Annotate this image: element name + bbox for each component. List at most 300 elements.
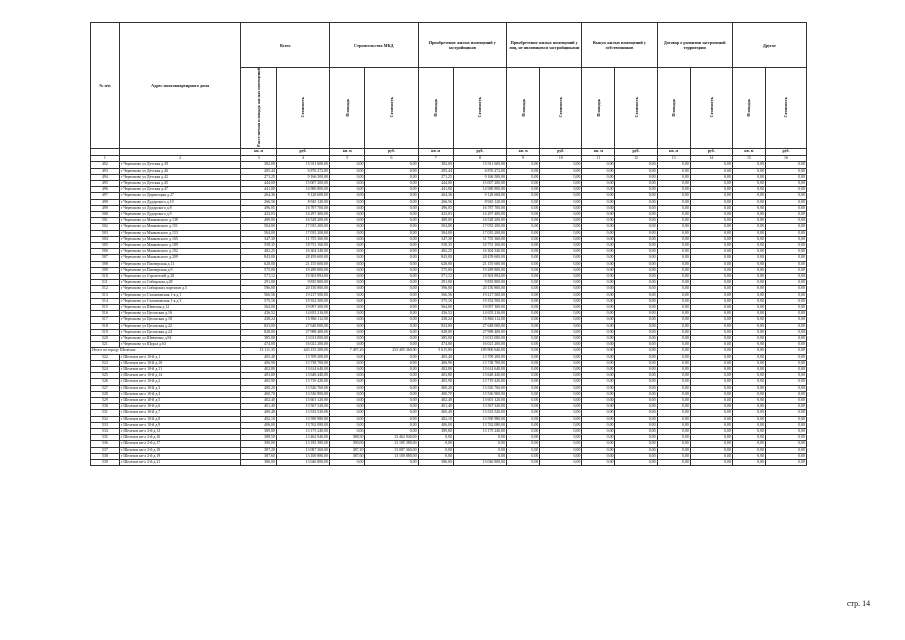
unit-cell: руб. — [276, 148, 329, 155]
value-cell: 0,00 — [330, 193, 365, 199]
value-cell: 0,00 — [657, 379, 690, 385]
value-cell: 0,00 — [330, 311, 365, 317]
value-cell: 0,00 — [690, 360, 732, 366]
address-cell: г Черемхово ул Дударского д.8 — [119, 205, 241, 211]
address-cell: г Черемхово ул Цесовская д.16 — [119, 311, 241, 317]
value-cell: 0,00 — [765, 453, 806, 459]
value-cell: 596,00 — [418, 286, 453, 292]
unit-cell: кв. м — [732, 148, 765, 155]
value-cell: 0,00 — [732, 348, 765, 354]
value-cell: 0,00 — [765, 367, 806, 373]
subheader-cost: Стоимость — [540, 68, 582, 149]
value-cell: 0,00 — [330, 236, 365, 242]
subheader-cost: Стоимость — [365, 68, 418, 149]
unit-cell: руб. — [365, 148, 418, 155]
value-cell: 0,00 — [365, 429, 418, 435]
address-cell: г Шелехов кв-л 10-й д.3 — [119, 385, 241, 391]
value-cell: 0,00 — [453, 447, 506, 453]
value-cell: 0,00 — [615, 404, 657, 410]
value-cell: 0,00 — [418, 435, 453, 441]
value-cell: 0,00 — [765, 360, 806, 366]
row-index: 512 — [91, 286, 120, 292]
value-cell: 575,00 — [418, 267, 453, 273]
value-cell: 0,00 — [507, 453, 540, 459]
value-cell: 291,00 — [241, 280, 276, 286]
value-cell: 5 615,80 — [418, 348, 453, 354]
value-cell: 438,24 — [241, 317, 276, 323]
value-cell: 0,00 — [507, 255, 540, 261]
address-cell: г Черемхово ул Щорса д.63 — [119, 342, 241, 348]
value-cell: 0,00 — [582, 447, 615, 453]
value-cell: 0,00 — [582, 398, 615, 404]
value-cell: 0,00 — [365, 286, 418, 292]
value-cell: 0,00 — [615, 236, 657, 242]
subheader-area: Площадь — [507, 68, 540, 149]
value-cell: 405,40 — [418, 354, 453, 360]
value-cell: 0,00 — [507, 379, 540, 385]
value-cell: 0,00 — [765, 317, 806, 323]
value-cell: 0,00 — [418, 453, 453, 459]
value-cell: 0,00 — [657, 162, 690, 168]
value-cell: 389,80 — [241, 429, 276, 435]
value-cell: 0,00 — [507, 410, 540, 416]
value-cell: 0,00 — [582, 187, 615, 193]
value-cell: 0,00 — [582, 230, 615, 236]
value-cell: 16 021 200,00 — [276, 342, 329, 348]
value-cell: 0,00 — [330, 230, 365, 236]
value-cell: 0,00 — [540, 230, 582, 236]
value-cell: 0,00 — [365, 224, 418, 230]
value-cell: 347,30 — [241, 236, 276, 242]
row-index: 533 — [91, 422, 120, 428]
value-cell: 0,00 — [765, 193, 806, 199]
value-cell: 0,00 — [582, 404, 615, 410]
value-cell: 0,00 — [540, 404, 582, 410]
value-cell: 403,80 — [418, 373, 453, 379]
value-cell: 0,00 — [540, 367, 582, 373]
value-cell: 0,00 — [582, 422, 615, 428]
header-buyout: Выкуп жилых помещений у собственников — [582, 23, 657, 68]
value-cell: 0,00 — [657, 435, 690, 441]
value-cell: 0,00 — [365, 230, 418, 236]
value-cell: 347,30 — [418, 236, 453, 242]
value-cell: 13 046 800,00 — [453, 460, 506, 466]
row-index: 521 — [91, 342, 120, 348]
value-cell: 21 155 600,00 — [276, 261, 329, 267]
value-cell: 0,00 — [540, 249, 582, 255]
value-cell: 387,20 — [241, 447, 276, 453]
column-number: 9 — [507, 155, 540, 162]
page-number: стр. 14 — [847, 599, 871, 608]
value-cell: 13 614 640,00 — [453, 367, 506, 373]
value-cell: 0,00 — [732, 249, 765, 255]
value-cell: 0,00 — [507, 286, 540, 292]
value-cell: 0,00 — [330, 280, 365, 286]
unit-cell: руб. — [453, 148, 506, 155]
address-cell: г Шелехов кв-л 10-й д.5 — [119, 398, 241, 404]
value-cell: 0,00 — [732, 317, 765, 323]
value-cell: 0,00 — [657, 187, 690, 193]
value-cell: 0,00 — [615, 360, 657, 366]
value-cell: 0,00 — [507, 236, 540, 242]
value-cell: 13 709 200,00 — [453, 354, 506, 360]
value-cell: 0,00 — [690, 367, 732, 373]
column-number: 5 — [330, 155, 365, 162]
value-cell: 0,00 — [507, 323, 540, 329]
value-cell: 13 462 940,00 — [276, 435, 329, 441]
value-cell: 15 007 200,00 — [453, 180, 506, 186]
value-cell: 0,00 — [507, 447, 540, 453]
value-cell: 13 462 940,00 — [365, 435, 418, 441]
value-cell: 564,00 — [418, 305, 453, 311]
value-cell: 0,00 — [732, 230, 765, 236]
address-cell: г Черемхово ул Шевская д.12 — [119, 305, 241, 311]
value-cell: 0,00 — [582, 280, 615, 286]
value-cell: 0,00 — [732, 162, 765, 168]
value-cell: 0,00 — [582, 298, 615, 304]
value-cell: 405,90 — [418, 379, 453, 385]
value-cell: 0,00 — [582, 379, 615, 385]
value-cell: 0,00 — [657, 453, 690, 459]
value-cell: 0,00 — [507, 460, 540, 466]
value-cell: 0,00 — [507, 441, 540, 447]
unit-cell: руб. — [765, 148, 806, 155]
value-cell: 0,00 — [657, 373, 690, 379]
value-cell: 0,00 — [365, 373, 418, 379]
row-index: 495 — [91, 180, 120, 186]
value-cell: 0,00 — [615, 211, 657, 217]
value-cell: 0,00 — [507, 211, 540, 217]
value-cell: 0,00 — [732, 311, 765, 317]
address-cell: г Черемхово ул Маяковского д.165 — [119, 236, 241, 242]
value-cell: 0,00 — [582, 168, 615, 174]
value-cell: 0,00 — [657, 255, 690, 261]
value-cell: 0,00 — [657, 429, 690, 435]
value-cell: 271,25 — [241, 174, 276, 180]
value-cell: 0,00 — [365, 180, 418, 186]
value-cell: 15 911 600,00 — [276, 162, 329, 168]
value-cell: 0,00 — [582, 391, 615, 397]
value-cell: 0,00 — [732, 174, 765, 180]
value-cell: 0,00 — [765, 391, 806, 397]
value-cell: 27 988 400,00 — [453, 329, 506, 335]
value-cell: 0,00 — [540, 168, 582, 174]
value-cell: 0,00 — [732, 292, 765, 298]
value-cell: 388,50 — [241, 435, 276, 441]
value-cell: 575,16 — [418, 298, 453, 304]
value-cell: 8 945 120,00 — [276, 199, 329, 205]
address-cell: г Черемхово ул Пионерская д.9 — [119, 267, 241, 273]
value-cell: 0,00 — [330, 162, 365, 168]
value-cell: 0,00 — [582, 416, 615, 422]
value-cell: 0,00 — [507, 398, 540, 404]
value-cell: 0,00 — [657, 261, 690, 267]
address-cell: г Черемхово ул Директорая д.27 — [119, 193, 241, 199]
address-cell: г Черемхово ул Детская д.42 — [119, 174, 241, 180]
value-cell: 0,00 — [732, 199, 765, 205]
value-cell: 0,00 — [330, 410, 365, 416]
value-cell: 0,00 — [765, 236, 806, 242]
value-cell: 0,00 — [365, 236, 418, 242]
value-cell: 13 709 200,00 — [276, 354, 329, 360]
value-cell: 402,80 — [241, 367, 276, 373]
value-cell: 0,00 — [540, 317, 582, 323]
value-cell: 13 013 000,00 — [453, 336, 506, 342]
address-cell: г Шелехов кв-л 2-й д.19 — [119, 453, 241, 459]
address-cell: г Шелехов кв-л 10-й д.14 — [119, 373, 241, 379]
value-cell: 400,70 — [241, 391, 276, 397]
value-cell: 0,00 — [507, 367, 540, 373]
value-cell: 0,00 — [615, 398, 657, 404]
value-cell: 11 755 360,00 — [276, 236, 329, 242]
value-cell: 16 304 340,00 — [276, 249, 329, 255]
value-cell: 0,00 — [615, 460, 657, 466]
value-cell: 0,00 — [690, 305, 732, 311]
value-cell: 0,00 — [615, 348, 657, 354]
value-cell: 266,56 — [241, 199, 276, 205]
value-cell: 423,03 — [241, 211, 276, 217]
value-cell: 0,00 — [765, 305, 806, 311]
row-index: 526 — [91, 379, 120, 385]
value-cell: 0,00 — [330, 422, 365, 428]
address-cell: г Черемхово ул Маяковского д.138 — [119, 218, 241, 224]
value-cell: 0,00 — [330, 367, 365, 373]
value-cell: 387,20 — [330, 447, 365, 453]
address-cell: г Черемхово ул Детская д.46 — [119, 168, 241, 174]
header-acq-dev: Приобретение жилых помещений у застройщиков — [418, 23, 507, 68]
value-cell: 0,00 — [657, 360, 690, 366]
value-cell: 0,00 — [615, 422, 657, 428]
value-cell: 575,16 — [241, 298, 276, 304]
row-index: 507 — [91, 255, 120, 261]
value-cell: 13 648 440,00 — [276, 373, 329, 379]
address-cell: г Черемхово ул Шевченко д.94 — [119, 336, 241, 342]
subheader-area: Площадь — [732, 68, 765, 149]
value-cell: 0,00 — [540, 447, 582, 453]
value-cell: 0,00 — [615, 391, 657, 397]
value-cell: 0,00 — [732, 460, 765, 466]
row-index: 505 — [91, 242, 120, 248]
value-cell: 0,00 — [765, 379, 806, 385]
value-cell: 596,00 — [241, 286, 276, 292]
row-index: 502 — [91, 224, 120, 230]
value-cell: 0,00 — [732, 224, 765, 230]
subheader-area: Площадь — [582, 68, 615, 149]
value-cell: 0,00 — [365, 273, 418, 279]
row-index: 531 — [91, 410, 120, 416]
value-cell: 18 751 160,00 — [276, 242, 329, 248]
row-index: 499 — [91, 205, 120, 211]
value-cell: 0,00 — [365, 255, 418, 261]
table-row — [91, 460, 807, 466]
value-cell: 0,00 — [765, 410, 806, 416]
value-cell: 0,00 — [540, 261, 582, 267]
value-cell: 0,00 — [582, 267, 615, 273]
value-cell: 0,00 — [582, 199, 615, 205]
value-cell: 0,00 — [765, 261, 806, 267]
subheader-area: Площадь — [330, 68, 365, 149]
value-cell: 0,00 — [765, 230, 806, 236]
column-number: 8 — [453, 155, 506, 162]
value-cell: 0,00 — [453, 441, 506, 447]
value-cell: 19 303 894,00 — [453, 273, 506, 279]
value-cell: 402,40 — [418, 398, 453, 404]
value-cell: 0,00 — [582, 367, 615, 373]
value-cell: 0,00 — [507, 224, 540, 230]
row-index: 518 — [91, 323, 120, 329]
value-cell: 0,00 — [765, 323, 806, 329]
value-cell: 0,00 — [330, 342, 365, 348]
value-cell: 0,00 — [615, 435, 657, 441]
value-cell: 406,00 — [418, 422, 453, 428]
value-cell: 0,00 — [765, 348, 806, 354]
value-cell: 0,00 — [365, 398, 418, 404]
value-cell: 566,56 — [241, 292, 276, 298]
value-cell: 0,00 — [507, 298, 540, 304]
value-cell: 0,00 — [690, 230, 732, 236]
value-cell: 0,00 — [507, 180, 540, 186]
value-cell: 0,00 — [330, 385, 365, 391]
value-cell: 0,00 — [690, 168, 732, 174]
value-cell: 0,00 — [657, 224, 690, 230]
value-cell: 0,00 — [540, 453, 582, 459]
row-index: 493 — [91, 168, 120, 174]
value-cell: 253 405 360,00 — [365, 348, 418, 354]
value-cell: 0,00 — [657, 199, 690, 205]
value-cell: 0,00 — [690, 267, 732, 273]
row-index: 517 — [91, 317, 120, 323]
column-number: 6 — [365, 155, 418, 162]
value-cell: 19 289 800,00 — [453, 267, 506, 273]
value-cell: 0,00 — [540, 292, 582, 298]
value-cell: 401,40 — [418, 404, 453, 410]
value-cell: 0,00 — [507, 242, 540, 248]
value-cell: 0,00 — [615, 162, 657, 168]
value-cell: 0,00 — [582, 354, 615, 360]
value-cell: 0,00 — [330, 305, 365, 311]
value-cell: 0,00 — [507, 305, 540, 311]
value-cell: 0,00 — [690, 199, 732, 205]
value-cell: 14 297 400,00 — [453, 211, 506, 217]
value-cell: 620,00 — [418, 261, 453, 267]
value-cell: 13 526 760,00 — [276, 385, 329, 391]
value-cell: 0,00 — [732, 453, 765, 459]
value-cell: 0,00 — [365, 218, 418, 224]
address-cell: г Шелехов кв-л 2-й д.18 — [119, 447, 241, 453]
value-cell: 27 648 000,00 — [276, 323, 329, 329]
value-cell: 0,00 — [690, 242, 732, 248]
value-cell: 0,00 — [365, 329, 418, 335]
value-cell: 504,00 — [241, 230, 276, 236]
row-index: 522 — [91, 354, 120, 360]
value-cell: 0,00 — [365, 379, 418, 385]
value-cell: 0,00 — [418, 441, 453, 447]
subheader-area: Площадь — [418, 68, 453, 149]
value-cell: 0,00 — [507, 422, 540, 428]
value-cell: 13 533 520,00 — [276, 410, 329, 416]
value-cell: 0,00 — [765, 280, 806, 286]
value-cell: 0,00 — [690, 453, 732, 459]
value-cell: 16 787 700,00 — [276, 205, 329, 211]
value-cell: 0,00 — [507, 174, 540, 180]
value-cell: 0,00 — [615, 354, 657, 360]
column-number: 10 — [540, 155, 582, 162]
value-cell: 0,00 — [615, 224, 657, 230]
value-cell: 0,00 — [690, 354, 732, 360]
value-cell: 14 655 216,00 — [453, 311, 506, 317]
address-cell: г Шелехов кв-л 10-й д.9 — [119, 422, 241, 428]
value-cell: 0,00 — [657, 280, 690, 286]
column-number: 3 — [241, 155, 276, 162]
value-cell: 0,00 — [657, 348, 690, 354]
value-cell: 0,00 — [732, 422, 765, 428]
value-cell: 0,00 — [365, 261, 418, 267]
value-cell: 0,00 — [365, 168, 418, 174]
value-cell: 0,00 — [732, 441, 765, 447]
value-cell: 0,00 — [507, 280, 540, 286]
value-cell: 28 459 600,00 — [453, 255, 506, 261]
value-cell: 0,00 — [540, 180, 582, 186]
value-cell: 0,00 — [657, 317, 690, 323]
value-cell: 0,00 — [540, 429, 582, 435]
value-cell: 400,20 — [241, 385, 276, 391]
value-cell: 0,00 — [732, 398, 765, 404]
value-cell: 0,00 — [765, 311, 806, 317]
value-cell: 0,00 — [690, 273, 732, 279]
value-cell: 0,00 — [330, 187, 365, 193]
value-cell: 0,00 — [765, 242, 806, 248]
value-cell: 13 590 980,00 — [453, 416, 506, 422]
value-cell: 13 533 520,00 — [453, 410, 506, 416]
value-cell: 13 719 420,00 — [453, 379, 506, 385]
value-cell: 0,00 — [418, 447, 453, 453]
value-cell: 0,00 — [732, 373, 765, 379]
value-cell: 21 155 600,00 — [453, 261, 506, 267]
value-cell: 0,00 — [540, 329, 582, 335]
value-cell: 0,00 — [582, 249, 615, 255]
value-cell: 0,00 — [330, 168, 365, 174]
value-cell: 0,00 — [657, 311, 690, 317]
value-cell: 558,35 — [418, 242, 453, 248]
value-cell: 504,00 — [241, 224, 276, 230]
value-cell: 0,00 — [615, 317, 657, 323]
value-cell: 0,00 — [507, 336, 540, 342]
value-cell: 205,44 — [418, 168, 453, 174]
value-cell: 0,00 — [657, 267, 690, 273]
value-cell: 0,00 — [540, 305, 582, 311]
value-cell: 13 087 360,00 — [276, 447, 329, 453]
value-cell: 0,00 — [615, 267, 657, 273]
value-cell: 0,00 — [657, 416, 690, 422]
value-cell: 0,00 — [365, 336, 418, 342]
value-cell: 0,00 — [507, 218, 540, 224]
value-cell: 13 013 000,00 — [276, 336, 329, 342]
value-cell: 0,00 — [732, 429, 765, 435]
row-index: 515 — [91, 305, 120, 311]
value-cell: 0,00 — [582, 261, 615, 267]
address-cell: г Черемхово ул Цесовская д.22 — [119, 323, 241, 329]
address-cell: г Черемхово ул Детская д.47 — [119, 187, 241, 193]
value-cell: 0,00 — [765, 385, 806, 391]
value-cell: 0,00 — [765, 273, 806, 279]
value-cell: 389,80 — [418, 429, 453, 435]
value-cell: 0,00 — [582, 373, 615, 379]
value-cell: 441,00 — [241, 187, 276, 193]
value-cell: 387,60 — [330, 453, 365, 459]
value-cell: 0,00 — [507, 261, 540, 267]
value-cell: 0,00 — [330, 255, 365, 261]
subheader-cost: Стоимость — [690, 68, 732, 149]
